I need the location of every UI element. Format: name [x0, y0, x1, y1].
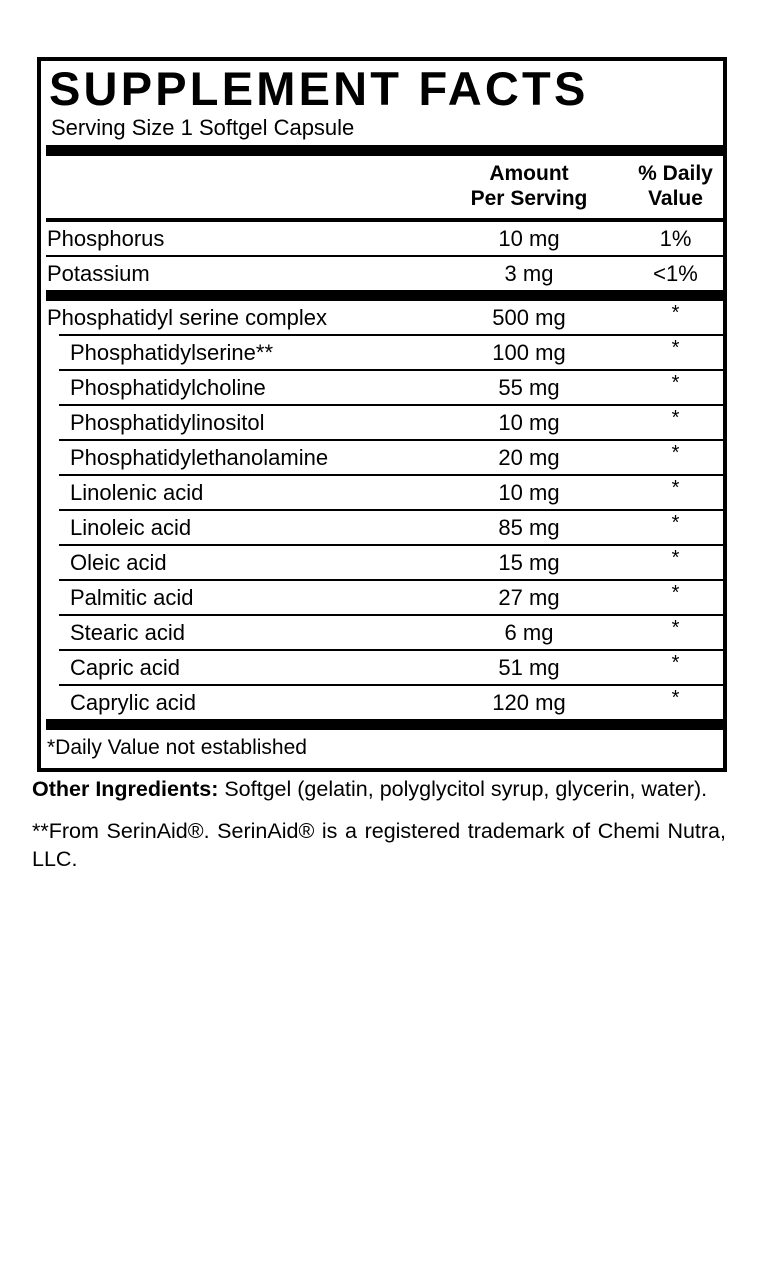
other-ingredients-paragraph [32, 775, 726, 803]
nutrient-name: Capric acid [70, 655, 181, 680]
nutrient-amount: 55 mg [498, 375, 560, 400]
nutrient-daily-value: * [671, 477, 680, 499]
nutrient-amount: 15 mg [498, 550, 560, 575]
nutrient-name: Phosphatidylinositol [70, 410, 265, 435]
nutrient-amount: 20 mg [498, 445, 560, 470]
nutrient-amount: 100 mg [492, 340, 566, 365]
nutrient-daily-value: * [671, 582, 680, 604]
daily-value-footnote: *Daily Value not established [47, 736, 307, 759]
nutrient-amount: 10 mg [498, 410, 560, 435]
nutrient-daily-value: * [671, 617, 680, 639]
blend-separator-thick-rule [46, 290, 727, 301]
other-ingredients-text: Softgel (gelatin, polyglycitol syrup, glycerin, water). [224, 777, 708, 801]
nutrient-daily-value: * [671, 687, 680, 709]
nutrient-name: Oleic acid [70, 550, 167, 575]
panel-inner [46, 64, 719, 768]
table-row [46, 336, 727, 369]
nutrient-amount: 85 mg [498, 515, 560, 540]
nutrient-daily-value: <1% [653, 261, 698, 286]
table-row [46, 301, 727, 334]
nutrient-name: Caprylic acid [70, 690, 196, 715]
nutrient-name: Linolenic acid [70, 480, 204, 505]
trademark-paragraph: **From SerinAid®. SerinAid® is a registered trademark of Chemi Nutra, LLC. [32, 819, 726, 871]
nutrient-name: Stearic acid [70, 620, 185, 645]
table-row [46, 686, 727, 719]
nutrient-daily-value: * [671, 302, 680, 324]
nutrient-amount: 6 mg [504, 620, 554, 645]
nutrient-name: Linoleic acid [70, 515, 192, 540]
serving-size-text: Serving Size 1 Softgel Capsule [51, 115, 355, 140]
nutrient-amount: 500 mg [492, 305, 566, 330]
nutrient-name: Phosphatidylcholine [70, 375, 266, 400]
below-panel-notes [32, 775, 726, 873]
nutrient-amount: 27 mg [498, 585, 560, 610]
nutrient-name: Phosphatidylserine** [70, 340, 274, 365]
amount-column-header [444, 161, 614, 211]
nutrient-amount: 10 mg [498, 226, 560, 251]
nutrient-name: Palmitic acid [70, 585, 194, 610]
nutrient-amount: 51 mg [498, 655, 560, 680]
nutrient-name: Phosphatidyl serine complex [47, 305, 328, 330]
table-row [46, 616, 727, 649]
page-title: SUPPLEMENT FACTS [49, 62, 589, 115]
nutrient-amount: 3 mg [504, 261, 554, 286]
nutrient-name: Phosphorus [47, 226, 165, 251]
nutrient-name: Phosphatidylethanolamine [70, 445, 329, 470]
nutrient-daily-value: * [671, 407, 680, 429]
table-row [46, 581, 727, 614]
table-row [46, 406, 727, 439]
daily-value-column-header [624, 161, 727, 211]
nutrient-daily-value: * [671, 337, 680, 359]
other-ingredients-label: Other Ingredients: [32, 777, 219, 801]
header-thick-rule [46, 145, 727, 156]
nutrient-daily-value: * [671, 372, 680, 394]
nutrient-name: Potassium [47, 261, 150, 286]
table-row [46, 476, 727, 509]
nutrient-amount: 120 mg [492, 690, 566, 715]
supplement-facts-panel [37, 57, 727, 772]
nutrient-daily-value: * [671, 652, 680, 674]
table-row [46, 651, 727, 684]
amount-header-line1: Amount [489, 162, 569, 185]
nutrient-daily-value: * [671, 512, 680, 534]
table-row [46, 222, 727, 255]
nutrient-rows [46, 222, 719, 719]
table-row [46, 511, 727, 544]
nutrient-daily-value: * [671, 547, 680, 569]
column-headers [46, 156, 727, 218]
footnote-thick-rule [46, 719, 727, 730]
nutrient-daily-value: * [671, 442, 680, 464]
table-row [46, 371, 727, 404]
dv-header-line1: % Daily [638, 162, 713, 185]
nutrient-amount: 10 mg [498, 480, 560, 505]
table-row [46, 257, 727, 290]
amount-header-line2: Per Serving [470, 187, 588, 210]
table-row [46, 441, 727, 474]
dv-header-line2: Value [648, 187, 703, 210]
table-row [46, 546, 727, 579]
nutrient-daily-value: 1% [659, 226, 692, 251]
